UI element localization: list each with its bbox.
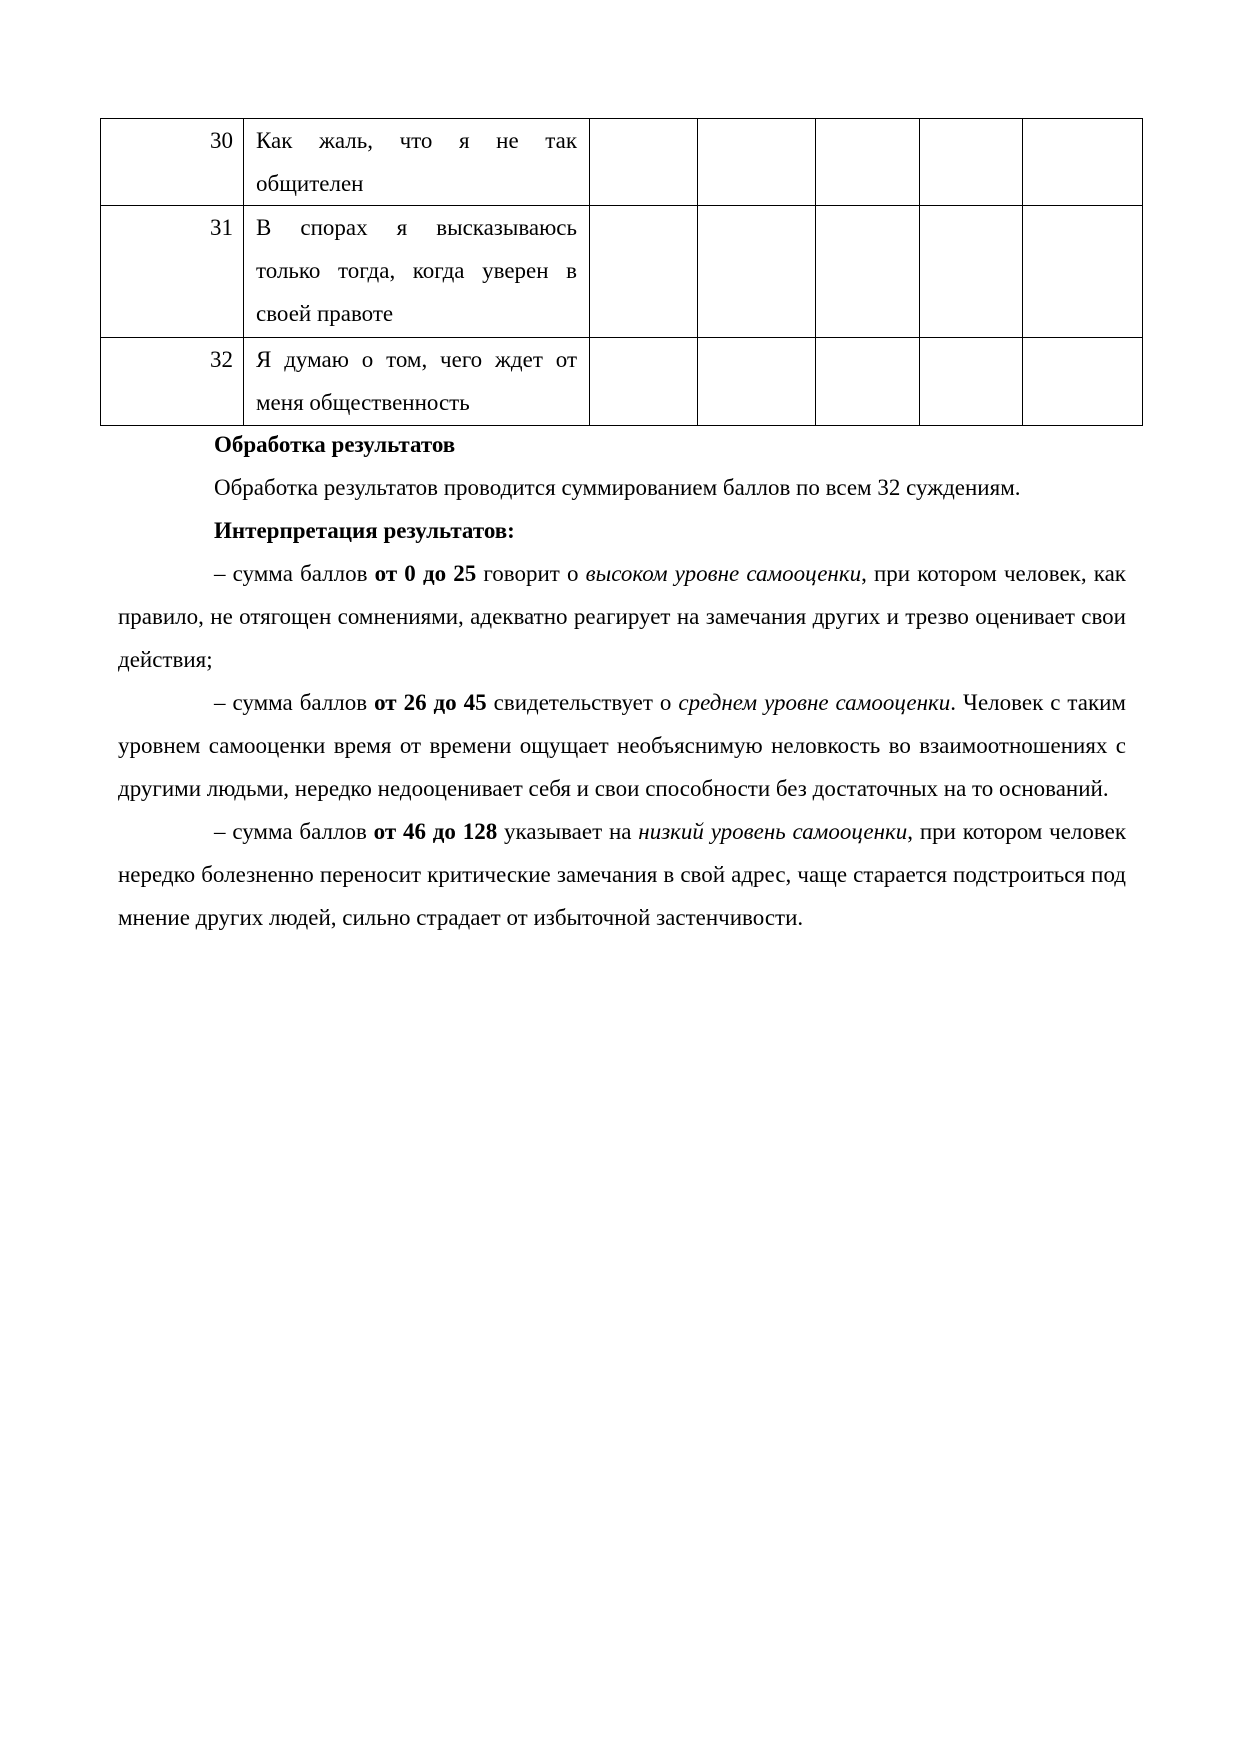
item-prefix: – сумма баллов <box>214 690 375 715</box>
self-esteem-level: среднем уровне самооценки <box>678 690 951 715</box>
processing-text: Обработка результатов проводится суммированием баллов по всем 32 суждениям. <box>214 475 1021 500</box>
interpretation-heading: Интерпретация результатов: <box>214 518 515 543</box>
interpretation-item <box>118 810 1126 939</box>
item-middle: свидетельствует о <box>486 690 679 715</box>
processing-heading: Обработка результатов <box>214 432 456 457</box>
answer-cell[interactable] <box>590 206 698 338</box>
answer-cell[interactable] <box>816 338 920 426</box>
answer-cell[interactable] <box>1023 119 1143 206</box>
answer-cell[interactable] <box>1023 338 1143 426</box>
answer-cell[interactable] <box>698 206 816 338</box>
answer-cell[interactable] <box>698 338 816 426</box>
answer-cell[interactable] <box>590 119 698 206</box>
answer-cell[interactable] <box>590 338 698 426</box>
table-row <box>101 119 1143 206</box>
answer-cell[interactable] <box>1023 206 1143 338</box>
item-prefix: – сумма баллов <box>214 819 374 844</box>
answer-cell[interactable] <box>816 119 920 206</box>
interpretation-item <box>118 681 1126 810</box>
table-row <box>101 206 1143 338</box>
answer-cell[interactable] <box>920 338 1023 426</box>
item-middle: указывает на <box>497 819 639 844</box>
score-range: от 46 до 128 <box>373 819 498 844</box>
table-row <box>101 338 1143 426</box>
score-range: от 26 до 45 <box>374 690 487 715</box>
answer-cell[interactable] <box>920 119 1023 206</box>
answer-cell[interactable] <box>816 206 920 338</box>
answer-cell[interactable] <box>920 206 1023 338</box>
item-description: . Человек с таким уровнем самооценки время от времени ощущает необъяснимую неловкость во взаимоотношениях с другими людьми, нередко недооценивает себя и свои способности без достаточных на то оснований. <box>118 690 1126 801</box>
row-number: 30 <box>101 119 244 206</box>
item-middle: говорит о <box>476 561 586 586</box>
results-section <box>118 424 1126 939</box>
self-esteem-level: низкий уровень самооценки <box>638 819 908 844</box>
row-statement: В спорах я высказываюсь только тогда, когда уверен в своей правоте <box>244 206 590 338</box>
row-statement: Я думаю о том, чего ждет от меня общественность <box>244 338 590 426</box>
row-number: 32 <box>101 338 244 426</box>
questionnaire-table <box>100 118 1143 426</box>
answer-cell[interactable] <box>698 119 816 206</box>
score-range: от 0 до 25 <box>374 561 477 586</box>
row-number: 31 <box>101 206 244 338</box>
item-description: , при котором человек, как правило, не отягощен сомнениями, адекватно реагирует на замечания других и трезво оценивает свои действия; <box>118 561 1126 672</box>
item-prefix: – сумма баллов <box>214 561 375 586</box>
item-description: , при котором человек нередко болезненно переносит критические замечания в свой адрес, чаще старается подстроиться под мнение других людей, сильно страдает от избыточной застенчивости. <box>118 819 1126 930</box>
self-esteem-level: высоком уровне самооценки <box>585 561 862 586</box>
interpretation-item <box>118 552 1126 681</box>
row-statement: Как жаль, что я не так общителен <box>244 119 590 206</box>
